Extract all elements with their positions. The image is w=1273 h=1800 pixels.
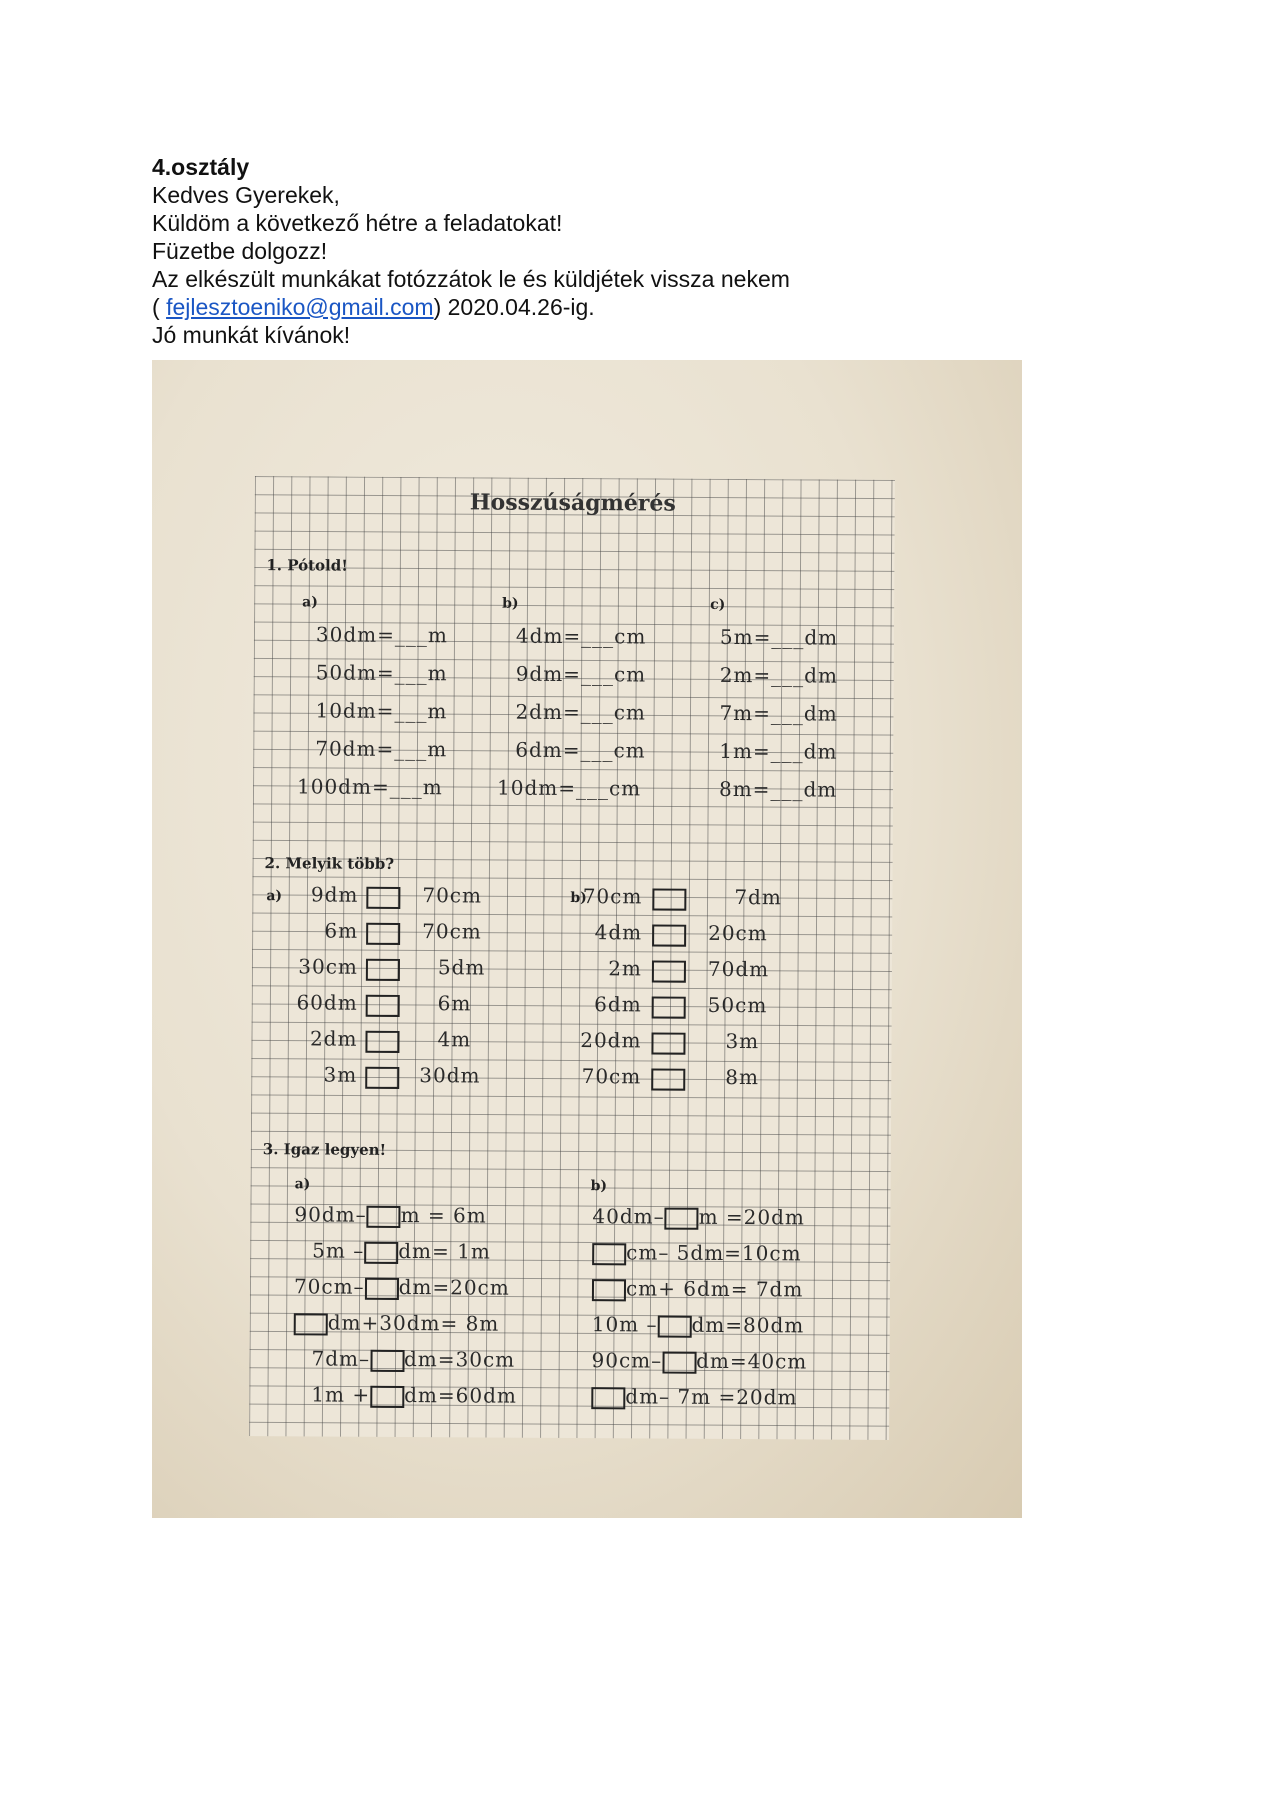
answer-box[interactable] xyxy=(364,1241,398,1263)
comparison-box[interactable] xyxy=(366,887,400,909)
email-deadline-line xyxy=(152,293,1152,321)
s2-b-right: 20cm xyxy=(708,920,768,946)
worksheet-photo xyxy=(152,360,1022,1518)
s2-a-left: 6m xyxy=(324,918,359,943)
s2-b-left: 6dm xyxy=(594,992,642,1017)
comparison-box[interactable] xyxy=(366,923,400,945)
s3-post: m =20dm xyxy=(698,1204,806,1230)
s3-pre: 90cm– xyxy=(591,1348,663,1373)
comparison-box[interactable] xyxy=(652,888,686,910)
s1-b-item: 9dm=___cm xyxy=(515,661,647,687)
answer-box[interactable] xyxy=(592,1243,626,1265)
answer-box[interactable] xyxy=(591,1387,625,1409)
answer-box[interactable] xyxy=(370,1349,404,1371)
s1-b-item: 6dm=___cm xyxy=(515,737,646,763)
instruction-line-1: Küldöm a következő hétre a feladatokat! xyxy=(152,210,563,236)
s2-b-left: 2m xyxy=(608,956,643,981)
s1-a-item: 70dm=___m xyxy=(315,736,448,762)
s3-pre: 70cm– xyxy=(293,1274,365,1299)
s3-post: dm=80dm xyxy=(691,1312,805,1338)
s1-a-item: 50dm=___m xyxy=(315,660,448,686)
s1-c-item: 1m=___dm xyxy=(719,738,838,764)
s1-c-item: 5m=___dm xyxy=(719,624,839,650)
s2-b-left: 70cm xyxy=(581,1064,642,1089)
worksheet-grid-paper xyxy=(249,476,895,1440)
s2-b-left: 70cm xyxy=(582,884,643,909)
section1-col-a: a) xyxy=(302,594,318,611)
answer-box[interactable] xyxy=(294,1313,328,1335)
s2-a-right: 4m xyxy=(437,1027,472,1052)
greeting: Kedves Gyerekek, xyxy=(152,182,340,208)
answer-box[interactable] xyxy=(370,1385,404,1407)
comparison-box[interactable] xyxy=(365,1067,399,1089)
s2-b-right: 7dm xyxy=(734,884,782,910)
instruction-line-3: Az elkészült munkákat fotózzátok le és küldjétek vissza nekem xyxy=(152,266,790,292)
s3-pre: 7dm– xyxy=(311,1346,371,1371)
s3-a-row xyxy=(294,1202,487,1228)
s3-post: dm– 7m =20dm xyxy=(625,1384,798,1410)
section3-col-a: a) xyxy=(294,1176,311,1193)
s2-a-right: 30dm xyxy=(419,1063,481,1088)
comparison-box[interactable] xyxy=(366,995,400,1017)
s2-a-right: 70cm xyxy=(422,919,482,944)
s2-b-right: 3m xyxy=(725,1028,760,1054)
answer-box[interactable] xyxy=(592,1279,626,1301)
section3-label: 3. Igaz legyen! xyxy=(262,1140,387,1159)
answer-box[interactable] xyxy=(365,1277,399,1299)
class-heading: 4.osztály xyxy=(152,154,250,180)
s2-b-left: 4dm xyxy=(594,920,643,945)
comparison-box[interactable] xyxy=(365,1031,399,1053)
paren-open: ( xyxy=(152,294,167,320)
s2-a-right: 6m xyxy=(437,991,472,1016)
answer-box[interactable] xyxy=(367,1205,401,1227)
s3-pre: 40dm– xyxy=(592,1204,665,1229)
s2-a-left: 3m xyxy=(323,1062,358,1087)
s1-c-item: 7m=___dm xyxy=(719,700,838,726)
s3-a-row xyxy=(312,1238,491,1264)
s2-a-left: 9dm xyxy=(310,882,359,907)
s3-post: dm= 1m xyxy=(398,1238,491,1264)
s1-c-item: 8m=___dm xyxy=(718,776,838,802)
s3-post: dm=20cm xyxy=(398,1274,510,1300)
s1-b-item: 2dm=___cm xyxy=(515,699,646,725)
s1-b-item: 10dm=___cm xyxy=(496,775,642,801)
instruction-line-2: Füzetbe dolgozz! xyxy=(152,238,328,264)
s2-b-left: 20dm xyxy=(580,1028,642,1053)
section2-col-a: a) xyxy=(266,888,283,905)
s2-a-right: 70cm xyxy=(422,883,483,908)
s1-b-item: 4dm=___cm xyxy=(515,623,647,649)
s3-post: cm– 5dm=10cm xyxy=(626,1240,802,1266)
section2-col-b: b) xyxy=(570,889,587,907)
s2-b-right: 8m xyxy=(725,1064,760,1090)
s3-post: dm=60dm xyxy=(404,1382,517,1408)
email-link[interactable]: fejlesztoeniko@gmail.com xyxy=(166,294,434,320)
answer-box[interactable] xyxy=(657,1315,691,1337)
s3-post: dm=40cm xyxy=(696,1348,808,1374)
s3-post: dm=30cm xyxy=(403,1346,516,1372)
comparison-box[interactable] xyxy=(651,1068,685,1090)
deadline-text: ) 2020.04.26-ig. xyxy=(433,294,595,320)
comparison-box[interactable] xyxy=(366,959,400,981)
s3-a-row xyxy=(311,1382,517,1408)
section1-label: 1. Pótold! xyxy=(266,556,348,575)
section1-col-b: b) xyxy=(502,595,519,612)
s3-post: m = 6m xyxy=(400,1202,487,1228)
s1-a-item: 10dm=___m xyxy=(315,698,448,724)
s2-a-left: 2dm xyxy=(309,1026,358,1051)
s3-a-row xyxy=(311,1346,515,1372)
s2-a-left: 30cm xyxy=(298,954,359,979)
answer-box[interactable] xyxy=(662,1351,696,1373)
s3-post: cm+ 6dm= 7dm xyxy=(625,1276,804,1302)
s3-b-row xyxy=(592,1312,805,1338)
s2-a-right: 5dm xyxy=(437,955,486,980)
s3-b-row xyxy=(592,1276,804,1302)
s1-a-item: 100dm=___m xyxy=(296,774,443,800)
s2-b-right: 50cm xyxy=(707,992,768,1018)
closing-line: Jó munkát kívánok! xyxy=(152,322,351,348)
section3-col-b: b) xyxy=(590,1178,608,1195)
section1-col-c: c) xyxy=(710,596,726,613)
letter-text xyxy=(152,153,1152,349)
s3-pre: 1m + xyxy=(311,1382,371,1407)
comparison-box[interactable] xyxy=(651,1032,685,1054)
section2-label: 2. Melyik több? xyxy=(264,854,395,873)
s2-b-right: 70dm xyxy=(707,956,770,982)
s3-b-row xyxy=(591,1348,807,1374)
s3-a-row xyxy=(294,1310,500,1336)
s1-a-item: 30dm=___m xyxy=(315,622,448,648)
s3-a-row xyxy=(294,1274,510,1300)
s1-c-item: 2m=___dm xyxy=(719,662,839,688)
s3-b-row xyxy=(592,1204,805,1230)
s2-a-left: 60dm xyxy=(296,990,358,1015)
s3-post: dm+30dm= 8m xyxy=(327,1310,500,1336)
s3-b-row xyxy=(591,1384,797,1410)
s3-pre: 10m – xyxy=(591,1312,658,1337)
answer-box[interactable] xyxy=(665,1207,699,1229)
comparison-box[interactable] xyxy=(652,960,686,982)
s3-pre: 5m – xyxy=(312,1238,365,1263)
comparison-box[interactable] xyxy=(652,924,686,946)
s3-b-row xyxy=(592,1240,802,1266)
comparison-box[interactable] xyxy=(652,996,686,1018)
s3-pre: 90dm– xyxy=(294,1202,367,1227)
worksheet-title: Hosszúságmérés xyxy=(469,489,676,517)
